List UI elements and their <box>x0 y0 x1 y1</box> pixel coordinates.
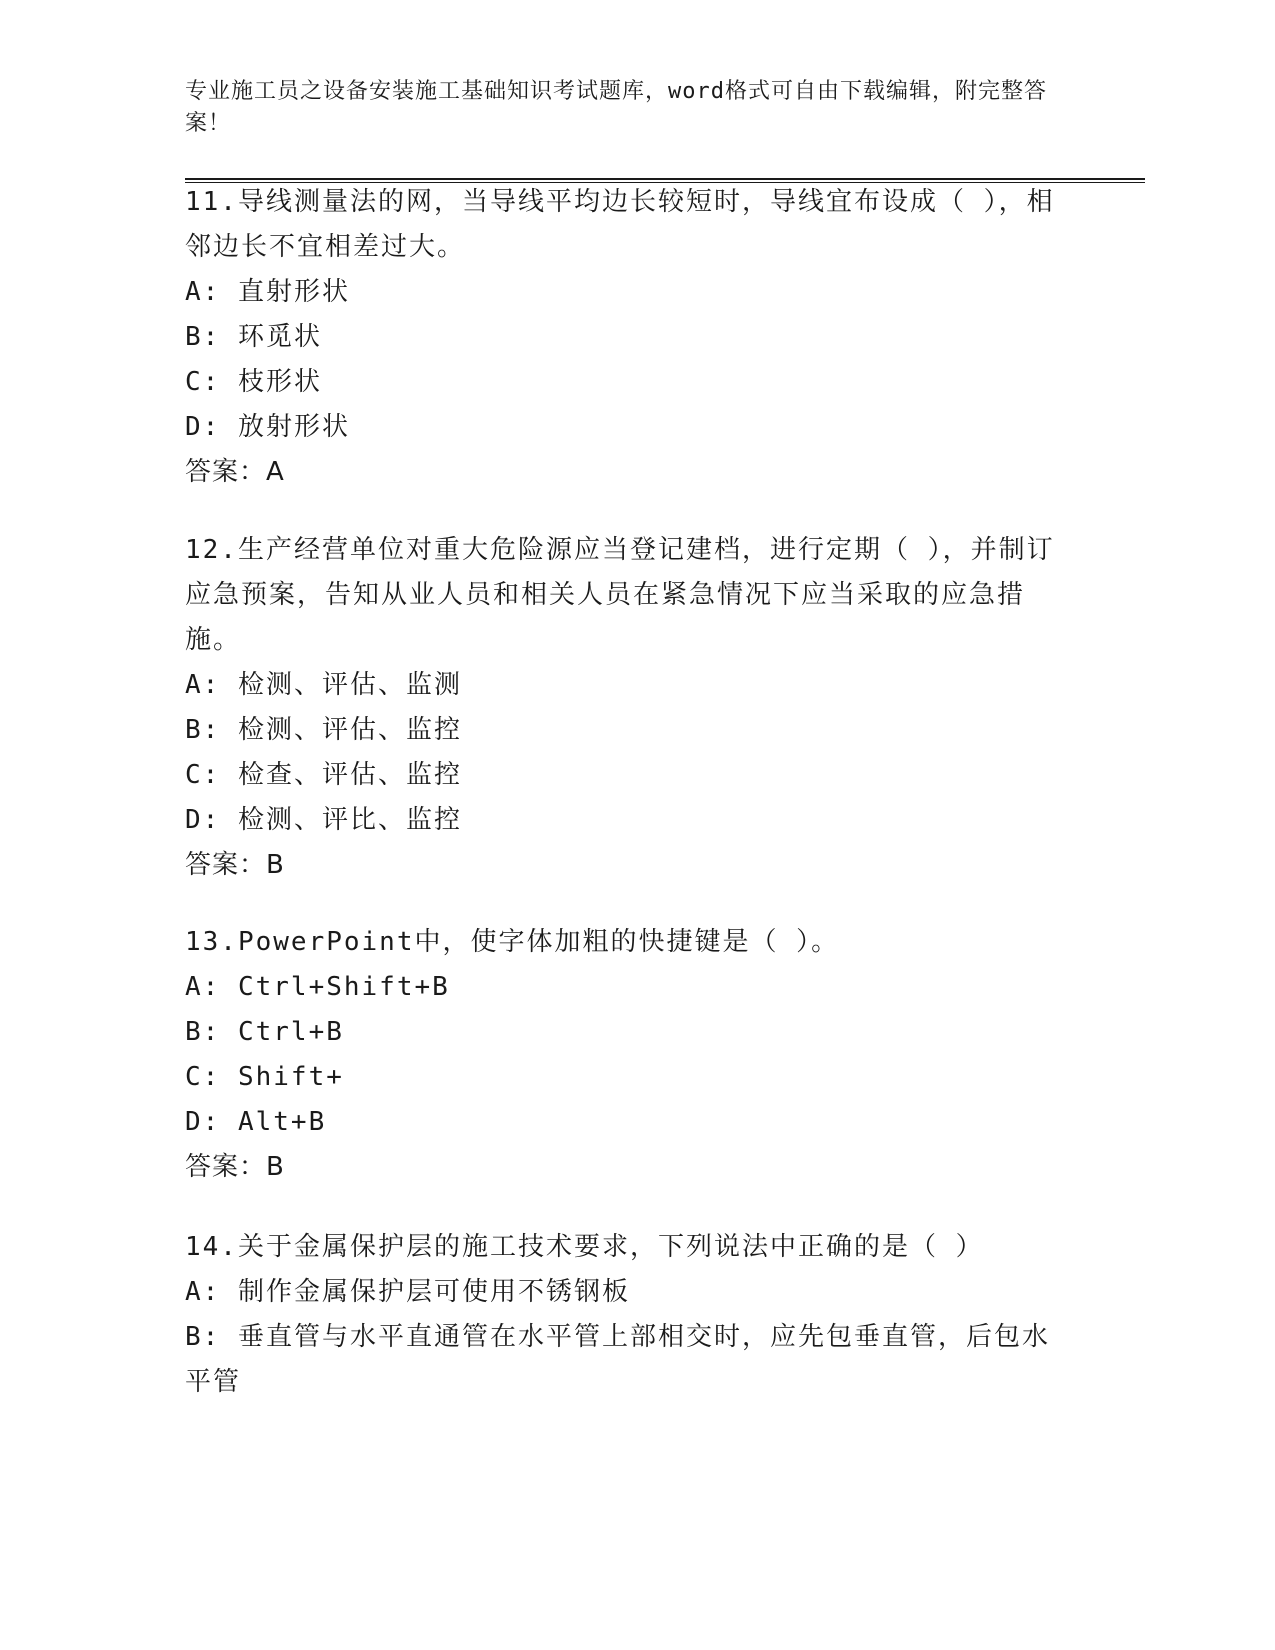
question-stem: 12.生产经营单位对重大危险源应当登记建档，进行定期（ ），并制订应急预案，告知从业人员和相关人员在紧急情况下应当采取的应急措施。 <box>185 535 1055 655</box>
option-a: A: Ctrl+Shift+B <box>185 972 450 1002</box>
question-stem: 11.导线测量法的网，当导线平均边长较短时，导线宜布设成（ ），相邻边长不宜相差过大。 <box>185 187 1055 262</box>
question-stem: 14.关于金属保护层的施工技术要求，下列说法中正确的是（ ） <box>185 1232 984 1262</box>
option-b: B: 垂直管与水平直通管在水平管上部相交时，应先包垂直管，后包水平管 <box>185 1322 1050 1397</box>
header-title: 专业施工员之设备安装施工基础知识考试题库，word格式可自由下载编辑，附完整答案！ <box>185 79 1047 136</box>
question-12 <box>185 528 1065 888</box>
question-11 <box>185 180 1065 495</box>
option-a: A: 检测、评估、监测 <box>185 670 462 700</box>
document-header <box>185 76 1065 140</box>
option-a: A: 直射形状 <box>185 277 350 307</box>
question-14 <box>185 1225 1065 1405</box>
question-stem: 13.PowerPoint中，使字体加粗的快捷键是（ ）。 <box>185 927 840 957</box>
answer: 答案：A <box>185 457 285 487</box>
question-13 <box>185 920 1065 1190</box>
option-b: B: 环觅状 <box>185 322 322 352</box>
option-c: C: Shift+ <box>185 1062 344 1092</box>
answer: 答案：B <box>185 850 285 880</box>
option-d: D: 放射形状 <box>185 412 350 442</box>
option-b: B: 检测、评估、监控 <box>185 715 462 745</box>
option-d: D: Alt+B <box>185 1107 327 1137</box>
option-c: C: 枝形状 <box>185 367 322 397</box>
option-a: A: 制作金属保护层可使用不锈钢板 <box>185 1277 630 1307</box>
option-b: B: Ctrl+B <box>185 1017 344 1047</box>
answer: 答案：B <box>185 1152 285 1182</box>
option-d: D: 检测、评比、监控 <box>185 805 462 835</box>
option-c: C: 检查、评估、监控 <box>185 760 462 790</box>
